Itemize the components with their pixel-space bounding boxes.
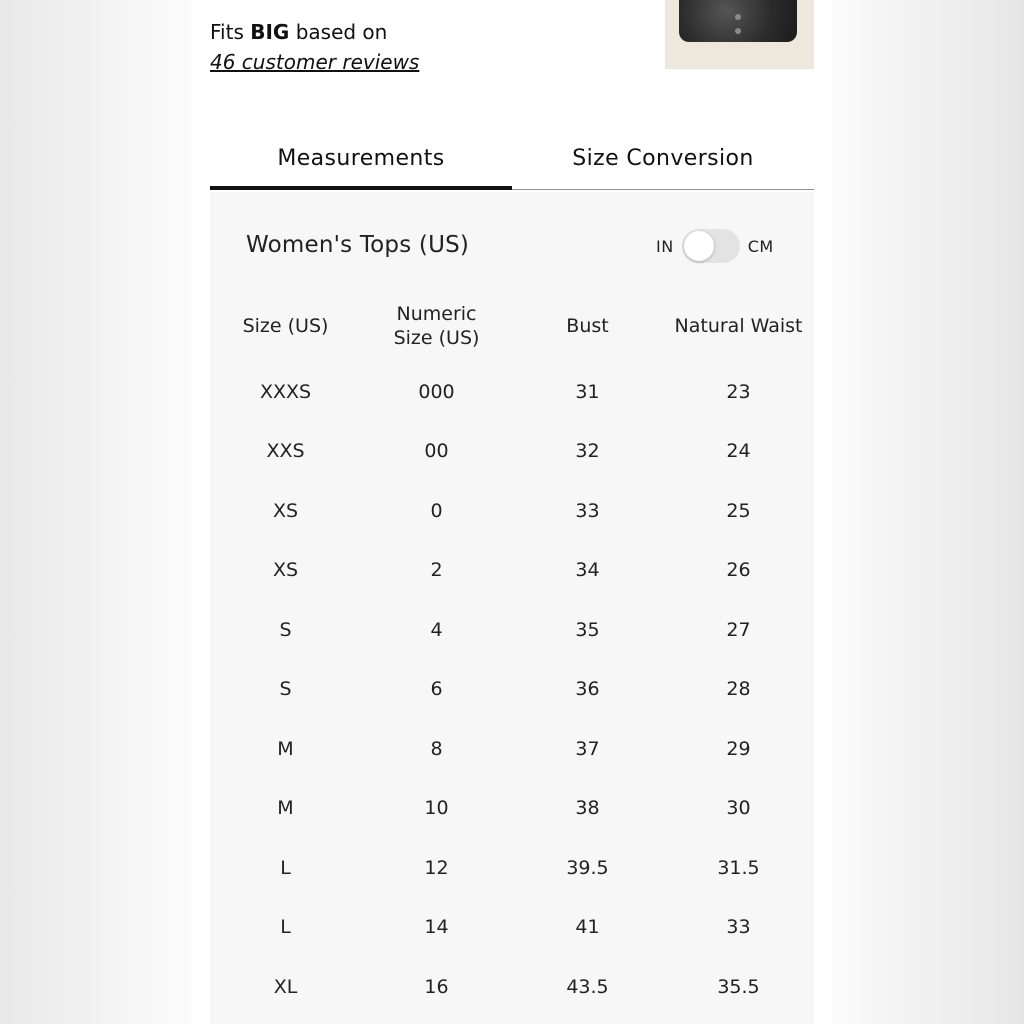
- numeric-size-cell: 2: [430, 559, 443, 582]
- table-row: [210, 422, 814, 482]
- size-cell: XXS: [266, 440, 305, 463]
- bust-cell: 43.5: [566, 975, 609, 998]
- bust-cell: 37: [575, 737, 600, 760]
- waist-cell: 31.5: [717, 856, 760, 879]
- table-row: [210, 898, 814, 958]
- garment-shape: [679, 0, 797, 42]
- customer-reviews-link[interactable]: 46 customer reviews: [210, 50, 420, 74]
- numeric-size-cell: 000: [418, 380, 455, 403]
- size-cell: S: [279, 618, 292, 641]
- table-row: [210, 660, 814, 720]
- bust-cell: 36: [575, 678, 600, 701]
- table-row: [210, 838, 814, 898]
- fit-suffix: based on: [295, 20, 388, 44]
- background-right: [832, 0, 1024, 1024]
- chart-title: Women's Tops (US): [246, 232, 470, 258]
- waist-cell: 27: [726, 618, 751, 641]
- bust-cell: 39.5: [566, 856, 609, 879]
- waist-cell: 24: [726, 440, 751, 463]
- table-row: [210, 541, 814, 601]
- bust-cell: 32: [575, 440, 600, 463]
- unit-label-cm: CM: [747, 236, 774, 256]
- waist-cell: 33: [726, 916, 751, 939]
- numeric-size-cell: 00: [424, 440, 449, 463]
- unit-switch[interactable]: [682, 229, 740, 263]
- numeric-size-cell: 0: [430, 499, 443, 522]
- size-cell: XS: [272, 499, 299, 522]
- numeric-size-cell: 10: [424, 797, 449, 820]
- size-cell: M: [277, 797, 294, 820]
- table-row: [210, 481, 814, 541]
- table-row: [210, 957, 814, 1017]
- waist-cell: 26: [726, 559, 751, 582]
- unit-label-in: IN: [656, 236, 674, 256]
- background-left: [0, 0, 192, 1024]
- table-row: [210, 779, 814, 839]
- numeric-size-cell: 12: [424, 856, 449, 879]
- size-cell: XS: [272, 559, 299, 582]
- table-row: [210, 719, 814, 779]
- column-header: Natural Waist: [674, 315, 803, 337]
- waist-cell: 28: [726, 678, 751, 701]
- fit-prefix: Fits: [210, 20, 244, 44]
- table-header-row: [210, 290, 814, 362]
- size-cell: XXXS: [259, 380, 312, 403]
- waist-cell: 35.5: [717, 975, 760, 998]
- garment-button-dot: [735, 14, 741, 20]
- size-table: [210, 290, 814, 1017]
- tab-size-conversion[interactable]: Size Conversion: [512, 140, 814, 190]
- size-cell: M: [277, 737, 294, 760]
- column-header: Bust: [566, 315, 609, 337]
- column-header: Size (US): [242, 315, 329, 337]
- waist-cell: 25: [726, 499, 751, 522]
- size-cell: L: [280, 856, 291, 879]
- bust-cell: 31: [575, 380, 600, 403]
- size-cell: XL: [273, 975, 298, 998]
- size-cell: L: [280, 916, 291, 939]
- bust-cell: 41: [575, 916, 600, 939]
- waist-cell: 30: [726, 797, 751, 820]
- tab-measurements[interactable]: Measurements: [210, 140, 512, 190]
- size-cell: S: [279, 678, 292, 701]
- unit-toggle: [656, 228, 774, 264]
- measurements-panel: [210, 192, 814, 1024]
- fit-emphasis: BIG: [250, 20, 290, 44]
- bust-cell: 38: [575, 797, 600, 820]
- numeric-size-cell: 14: [424, 916, 449, 939]
- numeric-size-cell: 8: [430, 737, 443, 760]
- fit-summary: [210, 18, 387, 46]
- size-tabs: [210, 140, 814, 190]
- numeric-size-cell: 16: [424, 975, 449, 998]
- numeric-size-cell: 4: [430, 618, 443, 641]
- switch-knob: [684, 231, 714, 261]
- table-row: [210, 362, 814, 422]
- bust-cell: 33: [575, 499, 600, 522]
- column-header: Numeric Size (US): [393, 303, 480, 349]
- table-row: [210, 600, 814, 660]
- waist-cell: 23: [726, 380, 751, 403]
- numeric-size-cell: 6: [430, 678, 443, 701]
- bust-cell: 34: [575, 559, 600, 582]
- garment-button-dot: [735, 28, 741, 34]
- size-chart-page: [192, 0, 832, 1024]
- waist-cell: 29: [726, 737, 751, 760]
- bust-cell: 35: [575, 618, 600, 641]
- cardigan-product-image[interactable]: [665, 0, 814, 69]
